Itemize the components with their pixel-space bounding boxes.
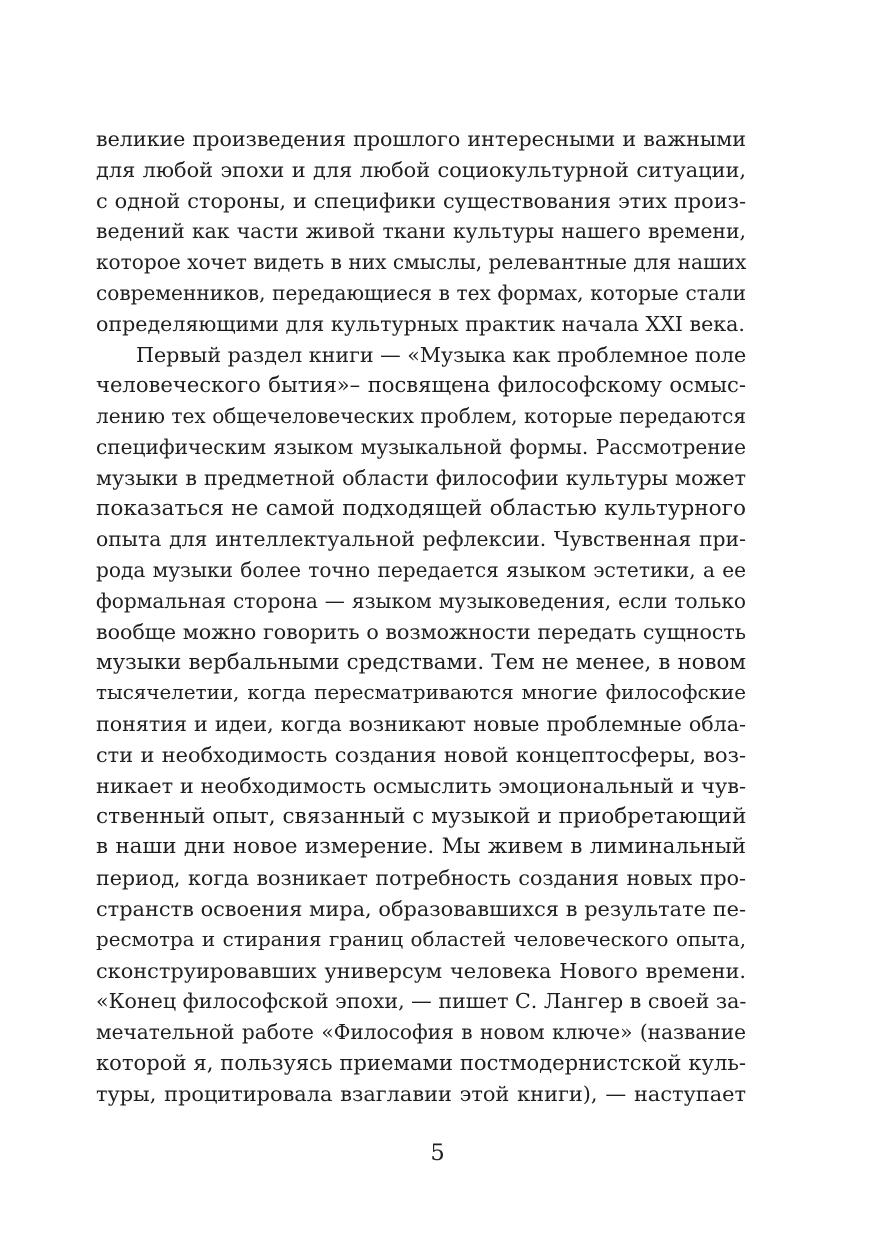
text-line: рода музыки более точно передается языком эстетики, а ее [96,558,746,583]
text-line: сконструировавших универсум человека Нового времени. [96,958,746,983]
text-line: формальная сторона — языком музыковедения, если только [96,588,746,613]
text-line: туры, процитировала взаглавии этой книги), — наступает [96,1081,746,1106]
text-line: для любой эпохи и для любой социокультурной ситуации, [96,157,746,182]
text-line: период, когда возникает потребность создания новых про- [96,866,746,891]
body-text [96,124,746,1110]
text-line: тысячелетии, когда пересматриваются многие философские [96,681,746,705]
text-line: Первый раздел книги — «Музыка как проблемное поле [136,342,747,367]
text-line: сти и необходимость создания новой концептосферы, воз- [96,742,746,767]
text-line: ресмотра и стирания границ областей человеческого опыта, [96,927,746,951]
text-line: никает и необходимость осмыслить эмоциональный и чув- [96,773,746,798]
text-line: мечательной работе «Философия в новом ключе» (название [96,1020,746,1045]
text-line: которой я, пользуясь приемами постмодернистской куль- [96,1049,746,1075]
text-line: лению тех общечеловеческих проблем, которые передаются [96,404,746,429]
text-line: музыки вербальными средствами. Тем не менее, в новом [96,649,746,675]
text-line: определяющими для культурных практик начала XXI века. [96,311,745,336]
text-line: специфическим языком музыкальной формы. Рассмотрение [96,434,746,459]
paragraph [96,124,746,340]
text-line: показаться не самой подходящей областью культурного [96,495,746,521]
text-line: ведений как части живой ткани культуры нашего времени, [96,219,746,244]
paragraph [96,340,746,1110]
page-number: 5 [430,1140,445,1166]
text-line: в наши дни новое измерение. Мы живем в лиминальный [96,834,746,860]
text-line: вообще можно говорить о возможности передать сущность [96,619,746,644]
text-line: которое хочет видеть в них смыслы, релевантные для наших [96,250,747,275]
text-line: «Конец философской эпохи, — пишет С. Лангер в своей за- [96,989,747,1014]
text-line: странств освоения мира, образовавшихся в результате пе- [96,896,746,921]
text-line: человеческого бытия»– посвящена философскому осмыс- [96,372,746,398]
text-line: современников, передающиеся в тех формах, которые стали [96,280,746,305]
text-line: с одной стороны, и специфики существования этих произ- [96,188,746,213]
text-line: великие произведения прошлого интересными и важными [96,127,746,151]
text-line: музыки в предметной области философии культуры может [96,465,746,490]
text-line: понятия и идеи, когда возникают новые проблемные обла- [96,712,746,737]
text-line: ственный опыт, связанный с музыкой и приобретающий [96,803,747,829]
text-line: опыта для интеллектуальной рефлексии. Чувственная при- [96,527,746,552]
